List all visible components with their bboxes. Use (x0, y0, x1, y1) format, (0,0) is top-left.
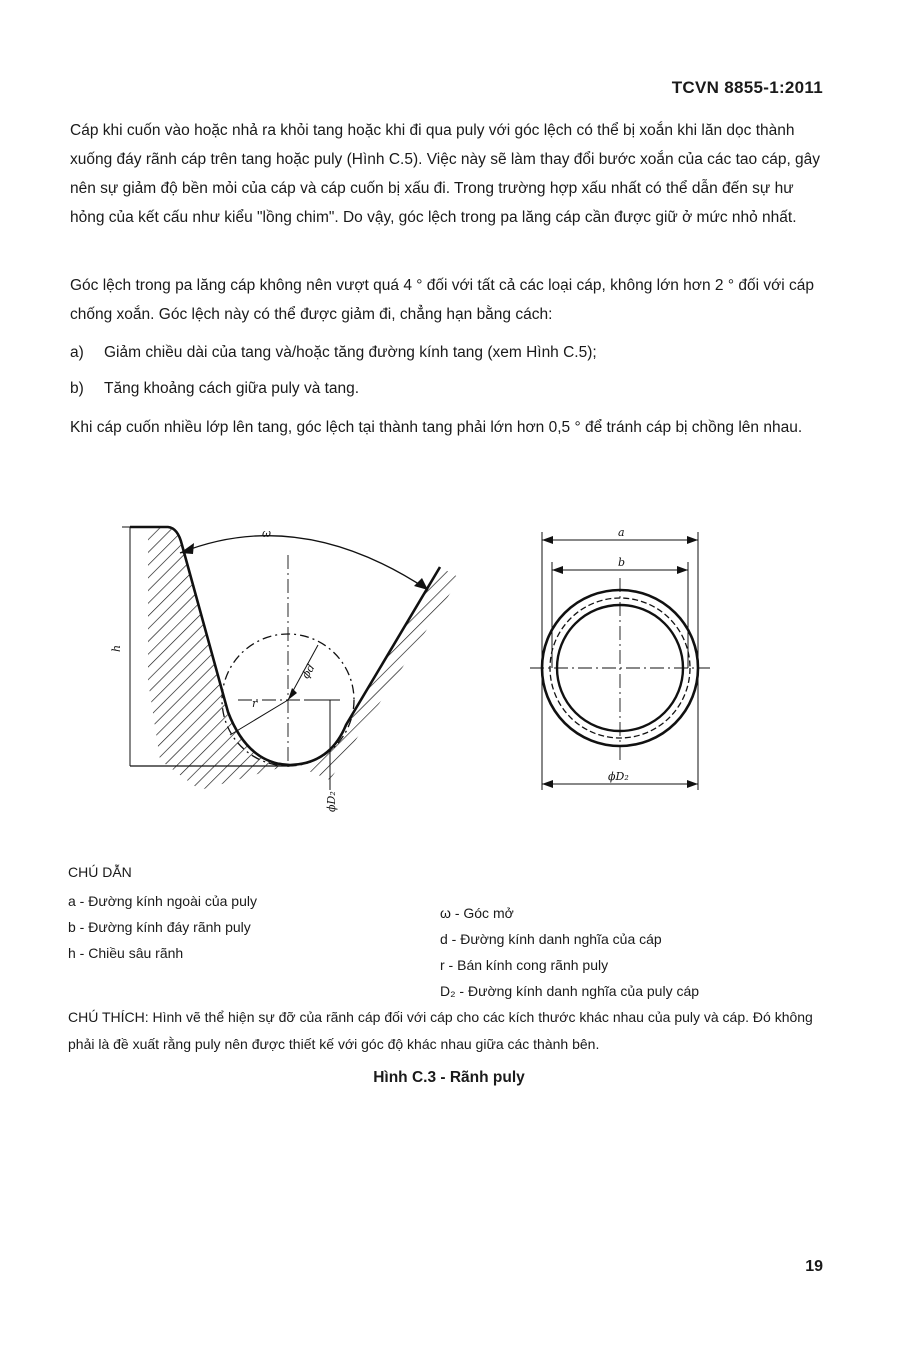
list-item-a (70, 338, 830, 367)
label-b: b (618, 556, 626, 569)
legend-right-column (440, 888, 699, 1004)
groove-left-hatch (148, 527, 290, 790)
figure-note: CHÚ THÍCH: Hình vẽ thể hiện sự đỡ của rãnh cáp đối với cáp cho các kích thước khác nhau của puly và cáp. Đó không phải là đề xuất rằng puly nên được thiết kế với góc độ khác nhau giữa các thành bên. (68, 1009, 813, 1052)
legend-item: d - Đường kính danh nghĩa của cáp (440, 931, 662, 947)
paragraph-1: Cáp khi cuốn vào hoặc nhả ra khỏi tang hoặc khi đi qua puly với góc lệch có thể bị xoắn khi lăn dọc thành xuống đáy rãnh cáp trên tang hoặc puly (Hình C.5). Việc này sẽ làm thay đổi bước xoắn của các tao cáp, gây nên sự giảm độ bền mỏi của cáp và cáp cuốn bị xấu đi. Trong trường hợp xấu nhất có thể dẫn đến sự hư hỏng của kết cấu như kiểu "lồng chim". Do vậy, góc lệch trong pa lăng cáp cần được giữ ở mức nhỏ nhất. (70, 122, 821, 226)
standard-code: TCVN 8855-1:2011 (671, 78, 823, 97)
label-D2: ϕD₂ (325, 791, 338, 812)
pulley-groove-figure (0, 500, 898, 840)
label-r: r (252, 697, 258, 710)
pulley-diameters (530, 526, 710, 790)
list-text: Tăng khoảng cách giữa puly và tang. (104, 380, 360, 397)
groove-section (110, 527, 460, 812)
label-a: a (618, 526, 625, 539)
legend-title: CHÚ DẪN (68, 864, 132, 880)
groove-right-hatch (306, 567, 460, 780)
label-D2-right: ϕD₂ (608, 770, 629, 783)
legend-item: ω - Góc mở (440, 905, 514, 921)
legend-item: h - Chiều sâu rãnh (68, 945, 184, 961)
paragraph-3: Khi cáp cuốn nhiều lớp lên tang, góc lệch tại thành tang phải lớn hơn 0,5 ° để tránh cáp bị chồng lên nhau. (70, 419, 803, 436)
legend-item: b - Đường kính đáy rãnh puly (68, 919, 251, 935)
label-h: h (110, 644, 123, 652)
figure-caption: Hình C.3 - Rãnh puly (373, 1069, 525, 1086)
legend-item: a - Đường kính ngoài của puly (68, 893, 257, 909)
label-omega: ω (262, 527, 271, 540)
list-text: Giảm chiều dài của tang và/hoặc tăng đường kính tang (xem Hình C.5); (104, 344, 597, 361)
paragraph-2: Góc lệch trong pa lăng cáp không nên vượt quá 4 ° đối với tất cả các loại cáp, không lớn hơn 2 ° đối với cáp chống xoắn. Góc lệch này có thể được giảm đi, chẳng hạn bằng cách: (70, 277, 814, 323)
legend-left-column (68, 888, 440, 1004)
list-item-b (70, 374, 830, 403)
legend-item: D₂ - Đường kính danh nghĩa của puly cáp (440, 983, 700, 999)
list-marker: a) (70, 344, 84, 361)
page-number: 19 (805, 1258, 823, 1275)
omega-arc (180, 536, 428, 590)
label-d: ϕd (299, 661, 318, 681)
legend-item: r - Bán kính cong rãnh puly (440, 957, 609, 973)
list-marker: b) (70, 380, 84, 397)
legend (68, 864, 848, 1004)
